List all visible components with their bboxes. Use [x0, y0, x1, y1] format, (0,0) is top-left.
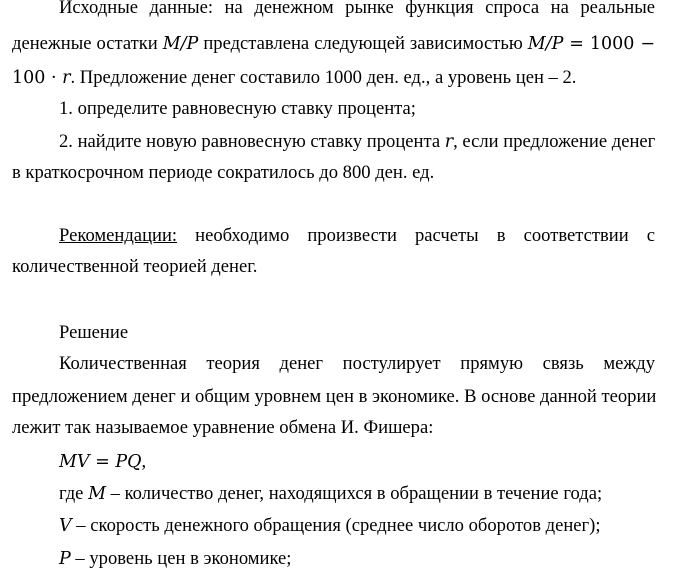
paragraph-line	[12, 381, 655, 413]
text-run: – скорость денежного обращения (среднее число оборотов денег);	[71, 515, 601, 536]
definition-v	[59, 510, 655, 542]
text-run: лежит так называемое уравнение обмена И. Фишера:	[12, 417, 434, 438]
math-run: M/P	[162, 34, 199, 54]
math-run: V	[59, 516, 72, 536]
text-run: 1. определите равновесную ставку процента;	[59, 98, 416, 119]
task-item-1	[59, 93, 655, 125]
recommendation-line	[59, 220, 655, 252]
text-run: где	[59, 483, 89, 504]
math-run: MV	[59, 452, 90, 472]
paragraph-line	[12, 157, 655, 189]
text-run: . Предложение денег составило 1000 ден. ед., а уровень цен – 2.	[70, 67, 577, 88]
text-run: – количество денег, находящихся в обращении в течение года;	[105, 483, 603, 504]
paragraph-line	[12, 62, 655, 94]
task-item-2	[59, 126, 655, 158]
math-run: M	[88, 484, 106, 504]
definition-p	[59, 543, 655, 575]
paragraph-line	[12, 251, 655, 283]
math-run: =	[89, 452, 116, 472]
paragraph-line	[12, 412, 655, 444]
solution-heading	[59, 317, 655, 349]
text-run: ,	[141, 451, 147, 472]
text-run: 2. найдите новую равновесную ставку процента	[59, 131, 445, 152]
fisher-equation	[59, 446, 655, 478]
text-run: – уровень цен в экономике;	[70, 548, 292, 569]
text-run: предложением денег и общим уровнем цен в экономике. В основе данной теории	[12, 386, 657, 407]
math-run: M/P	[527, 34, 564, 54]
text-run: Количественная теория денег постулирует прямую связь между	[59, 353, 655, 374]
definition-m	[59, 478, 655, 510]
math-run: = 1000 −	[563, 34, 655, 54]
paragraph-line	[12, 28, 655, 60]
math-run: 100 ·	[12, 68, 63, 88]
text-run: Исходные данные: на денежном рынке функция спроса на реальные	[59, 0, 655, 18]
paragraph-line	[59, 0, 655, 24]
math-run: P	[59, 549, 71, 569]
math-run: PQ	[115, 452, 142, 472]
math-run: r	[62, 68, 71, 88]
text-run: денежные остатки	[12, 33, 163, 54]
text-run: представлена следующей зависимостью	[198, 33, 528, 54]
math-run: r	[444, 132, 454, 152]
text-run: количественной теорией денег.	[12, 256, 258, 277]
paragraph-line	[59, 348, 655, 380]
text-run: Решение	[59, 322, 129, 343]
text-run: в краткосрочном периоде сократилось до 800 ден. ед.	[12, 162, 435, 183]
text-run: необходимо произвести расчеты в соответствии с	[177, 225, 655, 246]
text-run: , если предложение денег	[453, 131, 656, 152]
recommendation-label: Рекомендации:	[59, 225, 178, 246]
